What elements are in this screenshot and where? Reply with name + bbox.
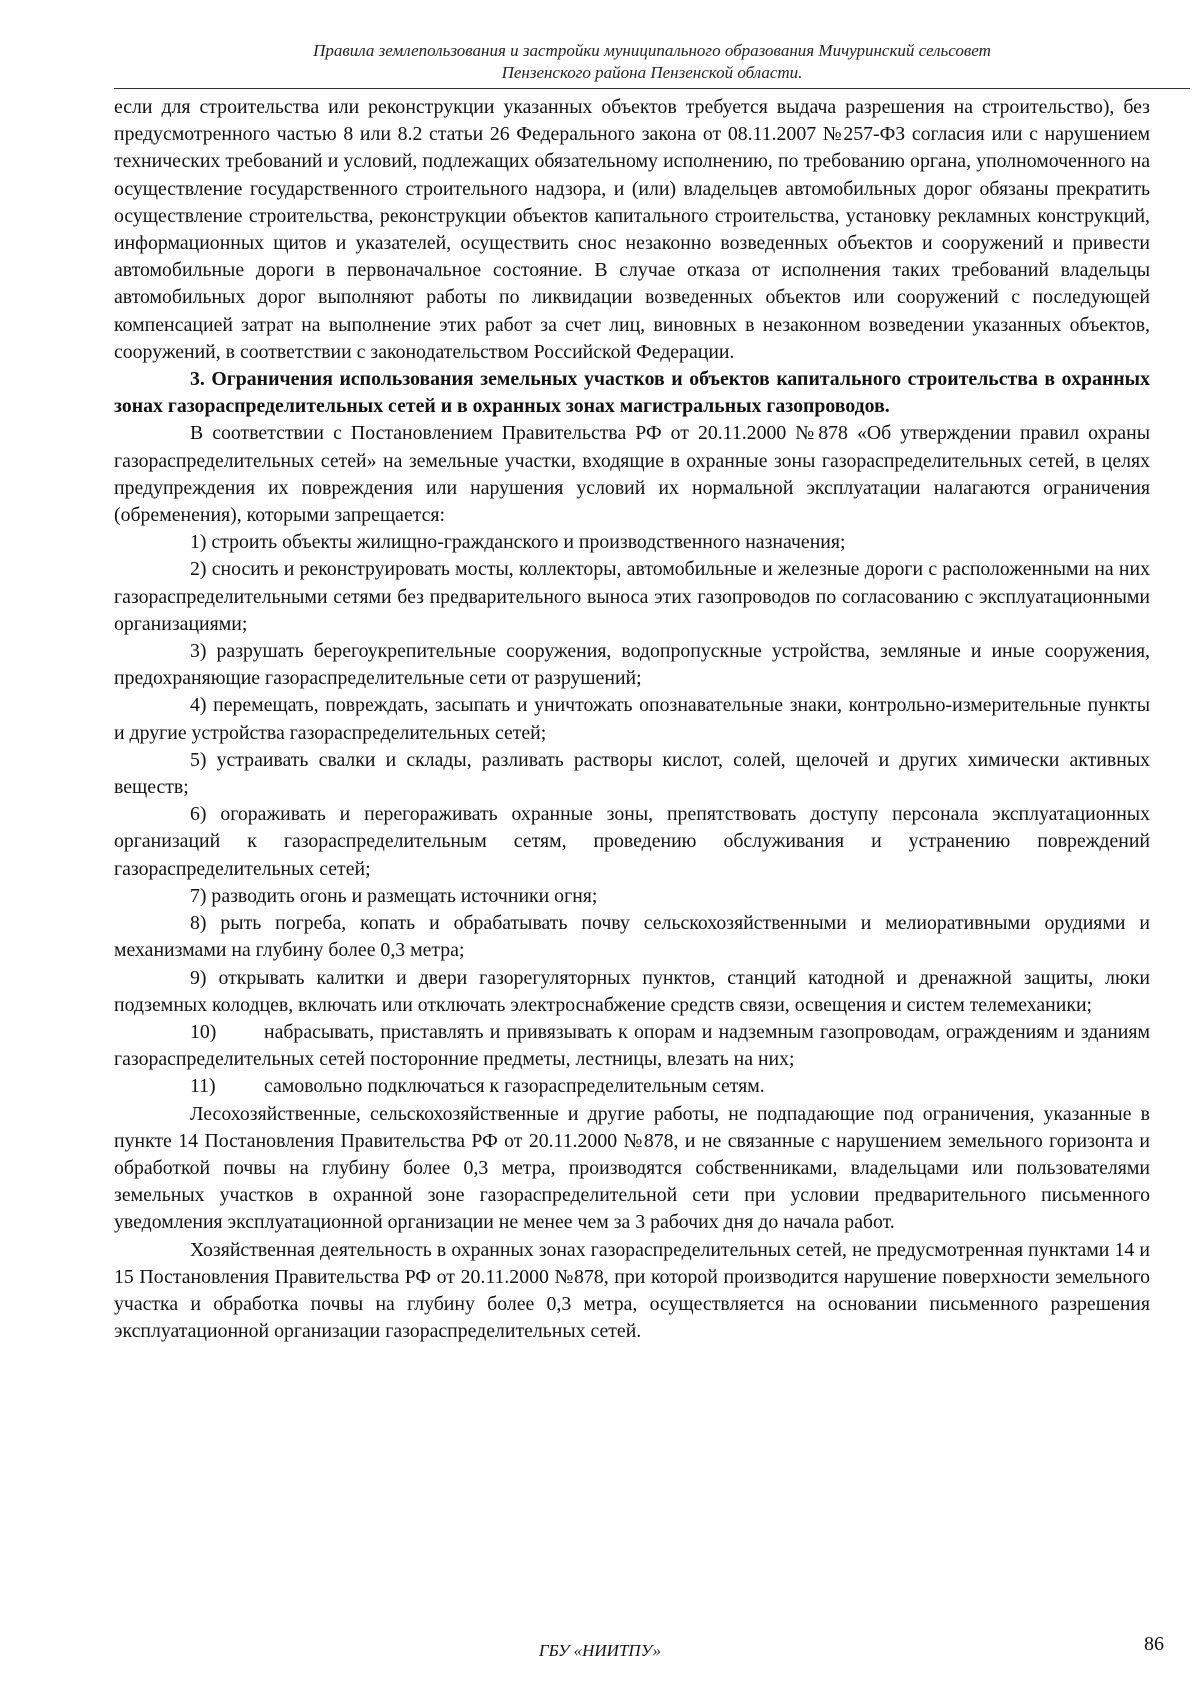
list-item: 2) сносить и реконструировать мосты, коллекторы, автомобильные и железные дороги с расположенными на них газораспределительными сетями без предварительного выноса этих газопроводов по согласованию с эксплуатационными организациями; xyxy=(114,558,1150,635)
list-item-number: 10) xyxy=(190,1020,217,1043)
list-item: 6) огораживать и перегораживать охранные зоны, препятствовать доступу персонала эксплуатационных организаций к газораспределительным сетям, проведению обслуживания и устранению повреждений газораспределительных сетей; xyxy=(114,803,1150,880)
footer-organization: ГБУ «НИИТПУ» xyxy=(538,1641,662,1660)
running-header xyxy=(114,40,1190,84)
list-item: 4) перемещать, повреждать, засыпать и уничтожать опознавательные знаки, контрольно-измерительные пункты и другие устройства газораспределительных сетей; xyxy=(114,694,1150,744)
page-number: 86 xyxy=(1144,1633,1164,1655)
list-item: 8) рыть погреба, копать и обрабатывать почву сельскохозяйственными и мелиоративными орудиями и механизмами на глубину более 0,3 метра; xyxy=(114,912,1150,962)
list-item xyxy=(114,1073,1150,1100)
paragraph-intro: В соответствии с Постановлением Правительства РФ от 20.11.2000 №878 «Об утверждении правил охраны газораспределительных сетей» на земельные участки, входящие в охранные зоны газораспределительных сетей, в целях предупреждения их повреждения или нарушения условий их нормальной эксплуатации налагаются ограничения (обременения), которыми запрещается: xyxy=(114,422,1150,527)
header-line-2: Пензенского района Пензенской области. xyxy=(501,63,803,82)
header-line-1: Правила землепользования и застройки муниципального образования Мичуринский сельсовет xyxy=(313,41,991,60)
list-item: 1) строить объекты жилищно-гражданского и производственного назначения; xyxy=(190,531,846,554)
list-item: 5) устраивать свалки и склады, разливать растворы кислот, солей, щелочей и других химически активных веществ; xyxy=(114,748,1150,799)
list-item xyxy=(114,1019,1150,1073)
header-divider xyxy=(114,88,1190,89)
list-item: 7) разводить огонь и размещать источники огня; xyxy=(190,884,598,907)
paragraph: Хозяйственная деятельность в охранных зонах газораспределительных сетей, не предусмотренная пунктами 14 и 15 Постановления Правительства РФ от 20.11.2000 №878, при которой производится нарушение поверхности земельного участка и обработка почвы на глубину более 0,3 метра, осуществляется на основании письменного разрешения эксплуатационной организации газораспределительных сетей. xyxy=(114,1238,1150,1343)
list-item-text: самовольно подключаться к газораспределительным сетям. xyxy=(264,1075,765,1098)
list-item: 9) открывать калитки и двери газорегуляторных пунктов, станций катодной и дренажной защиты, люки подземных колодцев, включать или отключать электроснабжение средств связи, освещения и систем телемеханики; xyxy=(114,966,1150,1016)
paragraph-continuation: если для строительства или реконструкции указанных объектов требуется выдача разрешения на строительство), без предусмотренного частью 8 или 8.2 статьи 26 Федерального закона от 08.11.2007 №257-ФЗ согласия или с нарушением технических требований и условий, подлежащих обязательному исполнению, по требованию органа, уполномоченного на осуществление государственного строительного надзора, и (или) владельцев автомобильных дорог обязаны прекратить осуществление строительства, реконструкции объектов капитального строительства, установку рекламных конструкций, информационных щитов и указателей, осуществить снос незаконно возведенных объектов и сооружений и привести автомобильные дороги в первоначальное состояние. В случае отказа от исполнения таких требований владельцы автомобильных дорог выполняют работы по ликвидации возведенных объектов или сооружений с последующей компенсацией затрат на выполнение этих работ за счет лиц, виновных в незаконном возведении указанных объектов, сооружений, в соответствии с законодательством Российской Федерации. xyxy=(114,96,1150,363)
section-heading: 3. Ограничения использования земельных участков и объектов капитального строительства в охранных зонах газораспределительных сетей и в охранных зонах магистральных газопроводов. xyxy=(114,368,1150,418)
paragraph: Лесохозяйственные, сельскохозяйственные и другие работы, не подпадающие под ограничения, указанные в пункте 14 Постановления Правительства РФ от 20.11.2000 №878, и не связанные с нарушением земельного горизонта и обработкой почвы на глубину более 0,3 метра, производятся собственниками, владельцами или пользователями земельных участков в охранной зоне газораспределительной сети при условии предварительного письменного уведомления эксплуатационной организации не менее чем за 3 рабочих дня до начала работ. xyxy=(114,1102,1150,1234)
list-item: 3) разрушать берегоукрепительные сооружения, водопропускные устройства, земляные и иные сооружения, предохраняющие газораспределительные сети от разрушений; xyxy=(114,640,1150,690)
list-item-number: 11) xyxy=(190,1075,216,1098)
document-body xyxy=(114,94,1150,1345)
list-item-text: набрасывать, приставлять и привязывать к опорам и надземным газопроводам, ограждениям и зданиям газораспределительных сетей посторонние предметы, лестницы, влезать на них; xyxy=(114,1020,1150,1071)
